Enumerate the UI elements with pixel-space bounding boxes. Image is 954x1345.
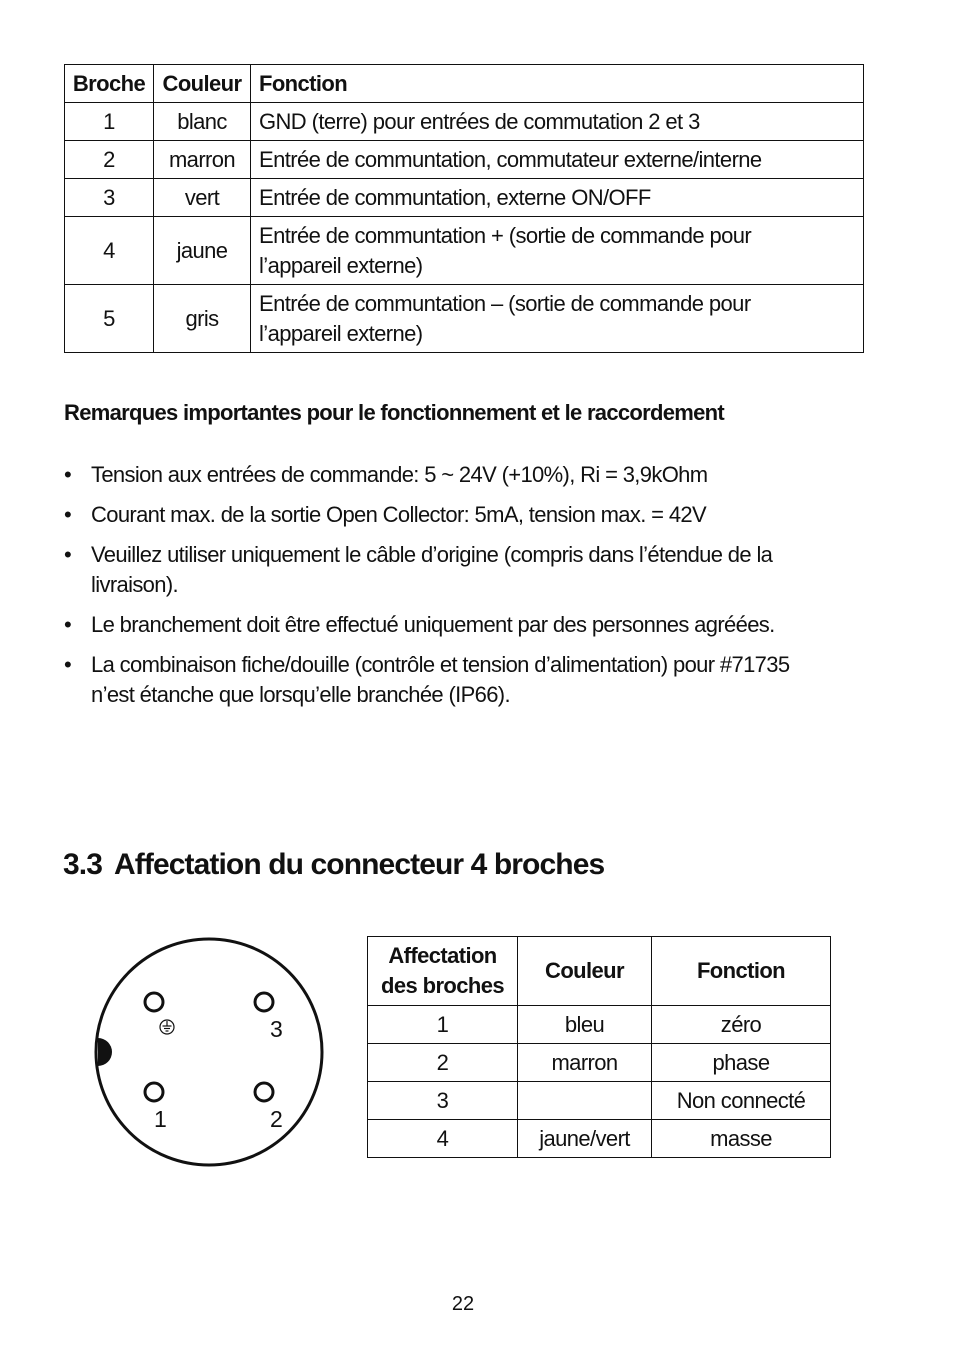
pin-function: phase — [652, 1044, 831, 1082]
pin-color: blanc — [154, 103, 251, 141]
pin-function-line: l’appareil externe) — [259, 252, 423, 278]
list-item-text: Tension aux entrées de commande: 5 ~ 24V (+10%), Ri = 3,9kOhm — [91, 462, 708, 487]
bullet-icon: • — [64, 462, 72, 487]
pin-1 — [145, 1083, 163, 1101]
list-item-text: Le branchement doit être effectué uniquement par des personnes agréées. — [91, 612, 775, 637]
pin-number: 1 — [368, 1006, 518, 1044]
pin-label-3: 3 — [270, 1016, 283, 1042]
table-row — [65, 285, 864, 353]
pin-2 — [255, 1083, 273, 1101]
pin-number: 3 — [65, 179, 154, 217]
pin-3 — [255, 993, 273, 1011]
table-row — [368, 1006, 831, 1044]
pin-table-5-pin — [64, 64, 864, 353]
table-row — [65, 217, 864, 285]
pin-function — [251, 217, 864, 285]
list-item-text: n’est étanche que lorsqu’elle branchée (IP66). — [91, 682, 510, 707]
list-item — [64, 460, 864, 490]
table-header-row — [65, 65, 864, 103]
list-item-text: Veuillez utiliser uniquement le câble d’origine (compris dans l’étendue de la — [91, 542, 773, 567]
pin-number: 1 — [65, 103, 154, 141]
pin-label-2: 2 — [270, 1106, 283, 1132]
list-item-text: La combinaison fiche/douille (contrôle et tension d’alimentation) pour #71735 — [91, 652, 790, 677]
pin-color: jaune/vert — [518, 1120, 652, 1158]
pin-color: bleu — [518, 1006, 652, 1044]
list-item-text: Courant max. de la sortie Open Collector: 5mA, tension max. = 42V — [91, 502, 707, 527]
bullet-icon: • — [64, 542, 72, 567]
pin-color — [518, 1082, 652, 1120]
header-broche: Broche — [65, 65, 154, 103]
table-row — [65, 103, 864, 141]
pin-function: masse — [652, 1120, 831, 1158]
header-couleur: Couleur — [518, 937, 652, 1006]
page-number: 22 — [451, 1293, 475, 1315]
bullet-icon: • — [64, 502, 72, 527]
table-row — [65, 179, 864, 217]
pin-color: vert — [154, 179, 251, 217]
section-number: 3.3 — [63, 848, 103, 881]
pin-number: 2 — [65, 141, 154, 179]
list-item — [64, 540, 864, 600]
remarks-list — [64, 460, 864, 720]
connector-outline — [96, 939, 322, 1165]
list-item — [64, 650, 864, 710]
section-title-text: Affectation du connecteur 4 broches — [114, 848, 605, 881]
header-line: des broches — [380, 973, 504, 998]
pin-function: Entrée de communtation, externe ON/OFF — [251, 179, 864, 217]
table-header-row — [368, 937, 831, 1006]
pin-color: jaune — [154, 217, 251, 285]
pin-function: zéro — [652, 1006, 831, 1044]
pin-color: gris — [154, 285, 251, 353]
pin-number: 4 — [65, 217, 154, 285]
pin-function-line: Entrée de communtation – (sortie de commande pour — [259, 290, 751, 316]
pin-table-4-pin — [367, 936, 831, 1158]
list-item — [64, 610, 864, 640]
header-line: Affectation — [388, 943, 497, 968]
table-row — [65, 141, 864, 179]
table-row — [368, 1120, 831, 1158]
bullet-icon: • — [64, 652, 72, 677]
header-affectation — [368, 937, 518, 1006]
list-item — [64, 500, 864, 530]
pin-function-line: Entrée de communtation + (sortie de commande pour — [259, 222, 752, 248]
pin-color: marron — [154, 141, 251, 179]
pin-number: 2 — [368, 1044, 518, 1082]
pin-color: marron — [518, 1044, 652, 1082]
section-heading — [63, 848, 604, 882]
header-couleur: Couleur — [154, 65, 251, 103]
header-fonction: Fonction — [652, 937, 831, 1006]
pin-label-1: 1 — [154, 1106, 167, 1132]
list-item-text: livraison). — [91, 572, 178, 597]
header-fonction: Fonction — [251, 65, 864, 103]
table-row — [368, 1082, 831, 1120]
remarks-heading: Remarques importantes pour le fonctionnement et le raccordement — [64, 400, 725, 425]
pin-function — [251, 285, 864, 353]
connector-key-notch — [98, 1038, 112, 1066]
connector-4-pin-diagram — [88, 930, 333, 1175]
pin-function-line: l’appareil externe) — [259, 320, 423, 346]
ground-icon — [160, 1020, 174, 1034]
pin-number: 4 — [368, 1120, 518, 1158]
pin-number: 3 — [368, 1082, 518, 1120]
pin-function: Non connecté — [652, 1082, 831, 1120]
bullet-icon: • — [64, 612, 72, 637]
pin-function: GND (terre) pour entrées de commutation 2 et 3 — [251, 103, 864, 141]
pin-ground — [145, 993, 163, 1011]
pin-number: 5 — [65, 285, 154, 353]
table-row — [368, 1044, 831, 1082]
pin-function: Entrée de communtation, commutateur externe/interne — [251, 141, 864, 179]
